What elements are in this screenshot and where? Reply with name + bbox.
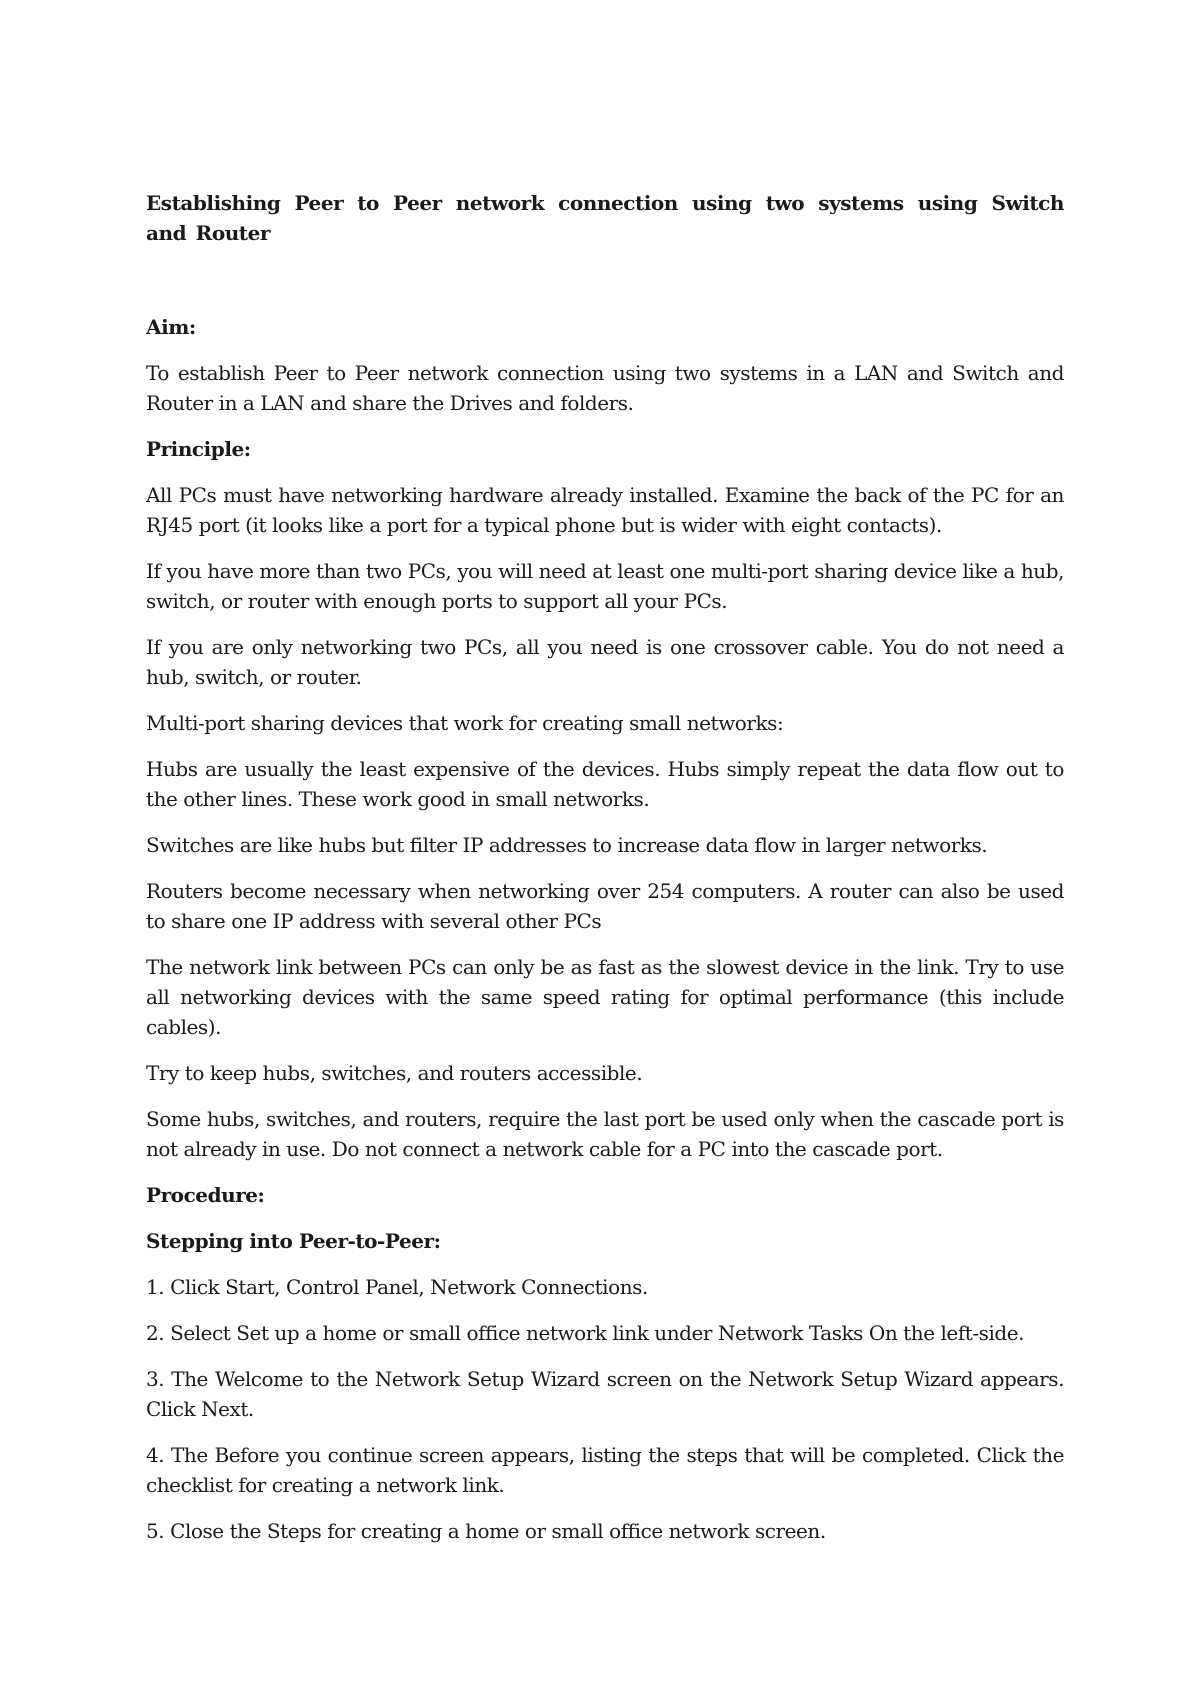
procedure-heading: Procedure: (146, 1183, 265, 1207)
procedure-step: 4. The Before you continue screen appears, listing the steps that will be completed. Click the checklist for creating a network link. (146, 1443, 1064, 1497)
principle-paragraph: Multi-port sharing devices that work for creating small networks: (146, 711, 784, 735)
principle-paragraph: Routers become necessary when networking over 254 computers. A router can also be used to share one IP address with several other PCs (146, 879, 1064, 933)
principle-paragraph: If you are only networking two PCs, all you need is one crossover cable. You do not need a hub, switch, or router. (146, 635, 1064, 689)
aim-text: To establish Peer to Peer network connection using two systems in a LAN and Switch and Router in a LAN and share the Drives and folders. (146, 361, 1064, 415)
principle-section (146, 434, 1064, 1164)
document-title: Establishing Peer to Peer network connection using two systems using Switch and Router (146, 191, 1064, 245)
aim-section (146, 312, 1064, 418)
principle-paragraph: Switches are like hubs but filter IP addresses to increase data flow in larger networks. (146, 833, 988, 857)
procedure-step: 5. Close the Steps for creating a home or small office network screen. (146, 1519, 826, 1543)
procedure-subheading: Stepping into Peer-to-Peer: (146, 1229, 441, 1253)
principle-paragraph: If you have more than two PCs, you will need at least one multi-port sharing device like a hub, switch, or router with enough ports to support all your PCs. (146, 559, 1064, 613)
procedure-step: 1. Click Start, Control Panel, Network Connections. (146, 1275, 648, 1299)
principle-paragraph: Hubs are usually the least expensive of the devices. Hubs simply repeat the data flow out to the other lines. These work good in small networks. (146, 757, 1064, 811)
principle-heading: Principle: (146, 437, 251, 461)
document-page (146, 188, 1064, 1562)
procedure-section (146, 1180, 1064, 1546)
procedure-step: 2. Select Set up a home or small office network link under Network Tasks On the left-side. (146, 1321, 1025, 1345)
procedure-step: 3. The Welcome to the Network Setup Wizard screen on the Network Setup Wizard appears. Click Next. (146, 1367, 1064, 1421)
principle-paragraph: Some hubs, switches, and routers, require the last port be used only when the cascade port is not already in use. Do not connect a network cable for a PC into the cascade port. (146, 1107, 1064, 1161)
principle-paragraph: Try to keep hubs, switches, and routers accessible. (146, 1061, 643, 1085)
aim-heading: Aim: (146, 315, 196, 339)
principle-paragraph: All PCs must have networking hardware already installed. Examine the back of the PC for an RJ45 port (it looks like a port for a typical phone but is wider with eight contacts). (146, 483, 1064, 537)
principle-paragraph: The network link between PCs can only be as fast as the slowest device in the link. Try to use all networking devices with the same speed rating for optimal performance (this include cables). (146, 955, 1064, 1039)
